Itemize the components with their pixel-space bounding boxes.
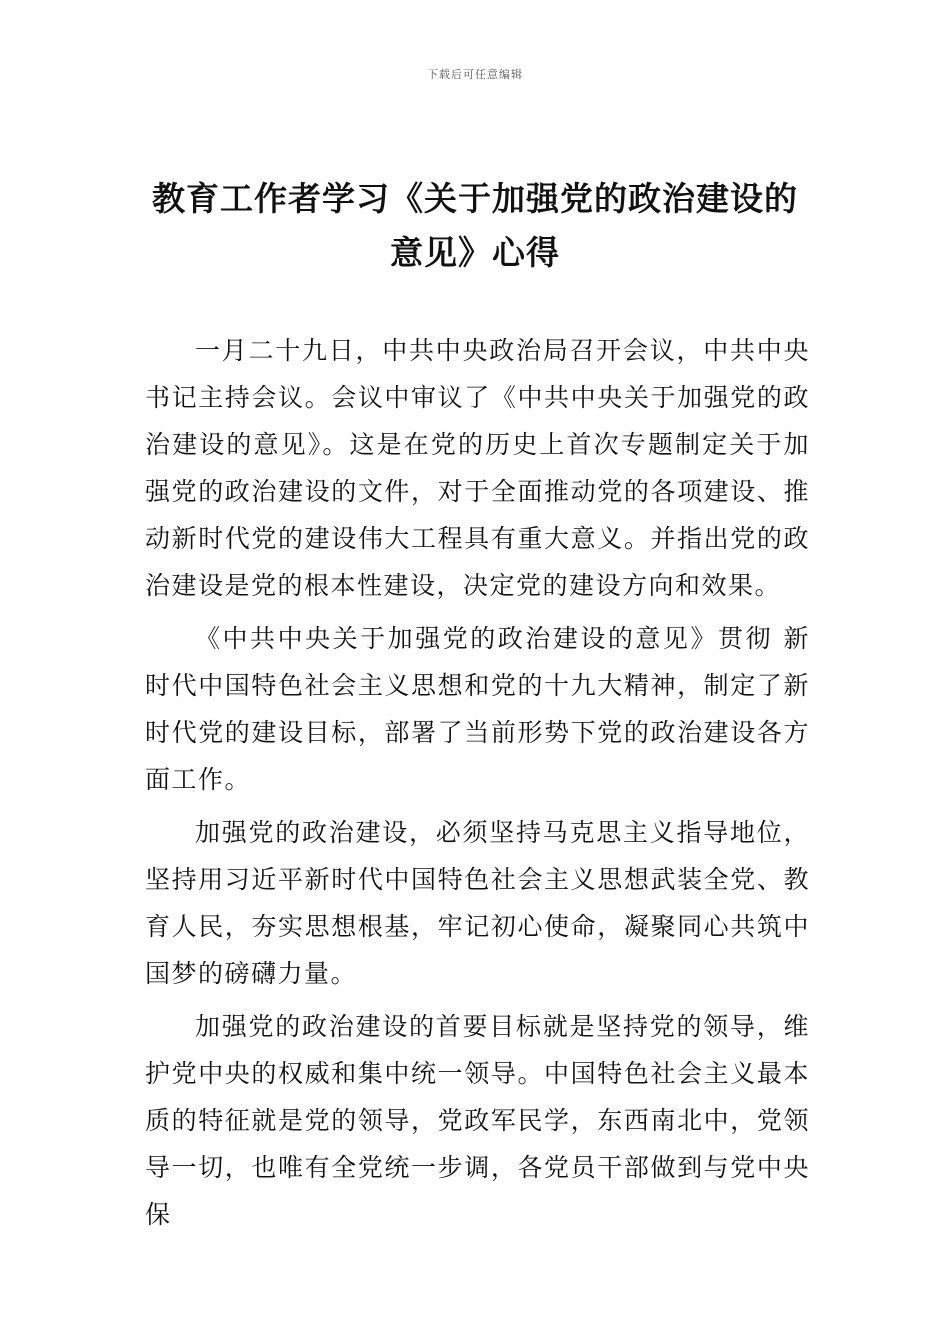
header-note: 下载后可任意编辑 — [427, 68, 523, 81]
paragraph-4: 加强党的政治建设的首要目标就是坚持党的领导，维护党中央的权威和集中统一领导。中国特色社会主义最本质的特征就是党的领导，党政军民学，东西南北中，党领导一切，也唯有全党统一步调，各党员干部做到与党中央保 — [145, 1012, 810, 1229]
paragraph-2: 《中共中央关于加强党的政治建设的意见》贯彻 新时代中国特色社会主义思想和党的十九大精神，制定了新时代党的建设目标，部署了当前形势下党的政治建设各方面工作。 — [145, 624, 810, 794]
paragraph-1: 一月二十九日，中共中央政治局召开会议，中共中央书记主持会议。会议中审议了《中共中央关于加强党的政治建设的意见》。这是在党的历史上首次专题制定关于加强党的政治建设的文件，对于全面推动党的各项建设、推动新时代党的建设伟大工程具有重大意义。并指出党的政治建设是党的根本性建设，决定党的建设方向和效果。 — [145, 336, 810, 600]
document-title: 教育工作者学习《关于加强党的政治建设的意见》心得 — [152, 179, 798, 272]
document-body — [145, 327, 810, 1238]
paragraph-3: 加强党的政治建设，必须坚持马克思主义指导地位，坚持用习近平新时代中国特色社会主义思想武装全党、教育人民，夯实思想根基，牢记初心使命，凝聚同心共筑中国梦的磅礴力量。 — [145, 818, 810, 988]
